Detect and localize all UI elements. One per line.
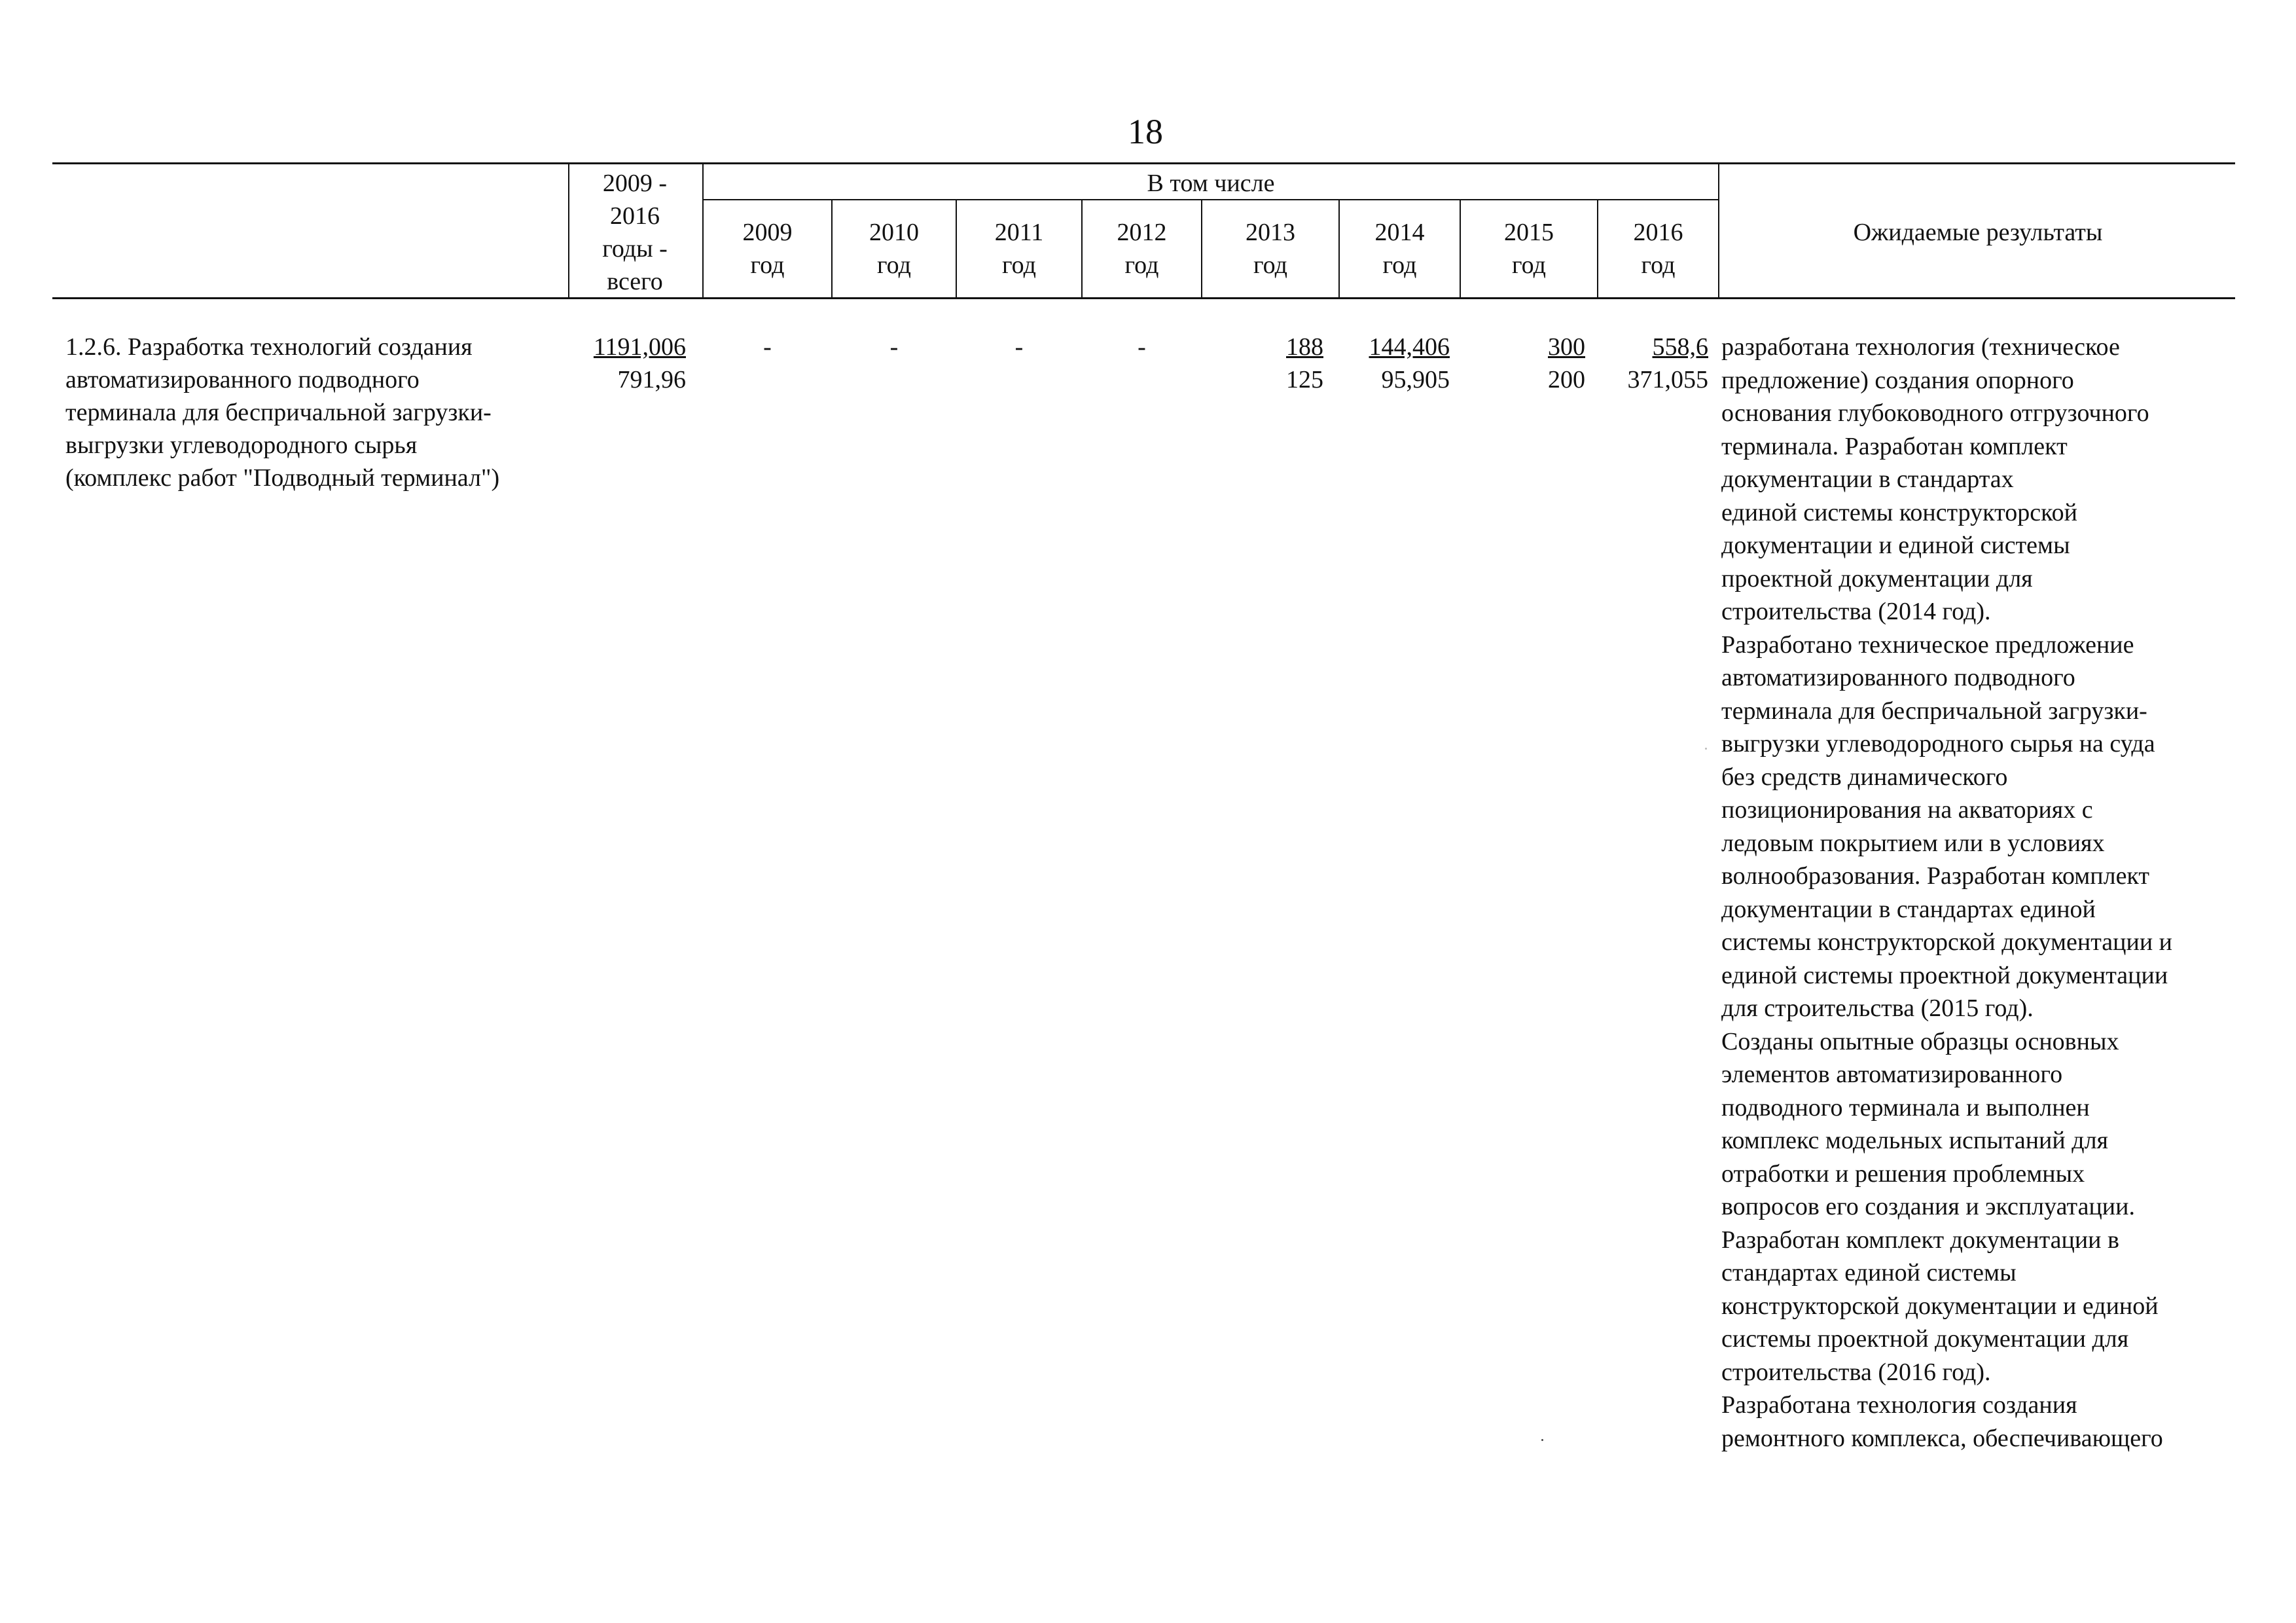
- row-value-2011: -: [1014, 333, 1024, 361]
- header-group-label: В том числе: [1147, 170, 1275, 197]
- header-year-2013: 2013 год: [1246, 219, 1295, 279]
- scan-speck: [1541, 1439, 1543, 1441]
- row-value-2013: 188 125: [1286, 333, 1323, 393]
- header-year-2015: 2015 год: [1504, 219, 1554, 279]
- row-value-2009: -: [763, 333, 772, 361]
- row-total: 1191,006 791,96: [593, 333, 686, 393]
- row-description: 1.2.6. Разработка технологий создания автоматизированного подводного терминала для беспричальной загрузки- выгрузки углеводородного сырья (комплекс работ "Подводный терминал"): [65, 333, 500, 492]
- header-year-2012: 2012 год: [1117, 219, 1167, 279]
- scan-speck: [1705, 748, 1707, 750]
- header-year-2009: 2009 год: [742, 219, 793, 279]
- row-value-2010: -: [889, 333, 899, 361]
- header-total: 2009 - 2016 годы - всего: [602, 170, 668, 295]
- header-year-2011: 2011 год: [994, 219, 1044, 279]
- row-value-2016: 558,6 371,055: [1627, 333, 1708, 393]
- header-year-2016: 2016 год: [1633, 219, 1683, 279]
- row-results: разработана технология (техническое предложение) создания опорного основания глубоководного отгрузочного терминала. Разработан комплект документации в стандартах единой системы конструкторской документации и единой системы проектной документации для строительства (2014 год). Разработано техническое предложение автоматизированного подводного терминала для беспричальной загрузки- выгрузки углеводородного сырья на суда без средств динамического позиционирования на акваториях с ледовым покрытием или в условиях волнообразования. Разработан комплект документации в стандартах единой системы конструкторской документации и единой системы проектной документации для строительства (2015 год). Созданы опытные образцы основных элементов автоматизированного подводного терминала и выполнен комплекс модельных испытаний для отработки и решения проблемных вопросов его создания и эксплуатации. Разработан комплект документации в стандартах единой системы конструкторской документации и единой системы проектной документации для строительства (2016 год). Разработана технология создания ремонтного комплекса, обеспечивающего: [1721, 333, 2173, 1452]
- table-top-rule: [52, 162, 2235, 164]
- row-value-2014: 144,406 95,905: [1369, 333, 1450, 393]
- row-value-2015: 300 200: [1548, 333, 1585, 393]
- header-year-2014: 2014 год: [1374, 219, 1425, 279]
- page-number: 18: [1128, 112, 1163, 151]
- row-value-2012: -: [1138, 333, 1146, 361]
- header-year-2010: 2010 год: [869, 219, 919, 279]
- header-results: Ожидаемые результаты: [1853, 219, 2103, 246]
- table-header-bottom-rule: [52, 297, 2235, 299]
